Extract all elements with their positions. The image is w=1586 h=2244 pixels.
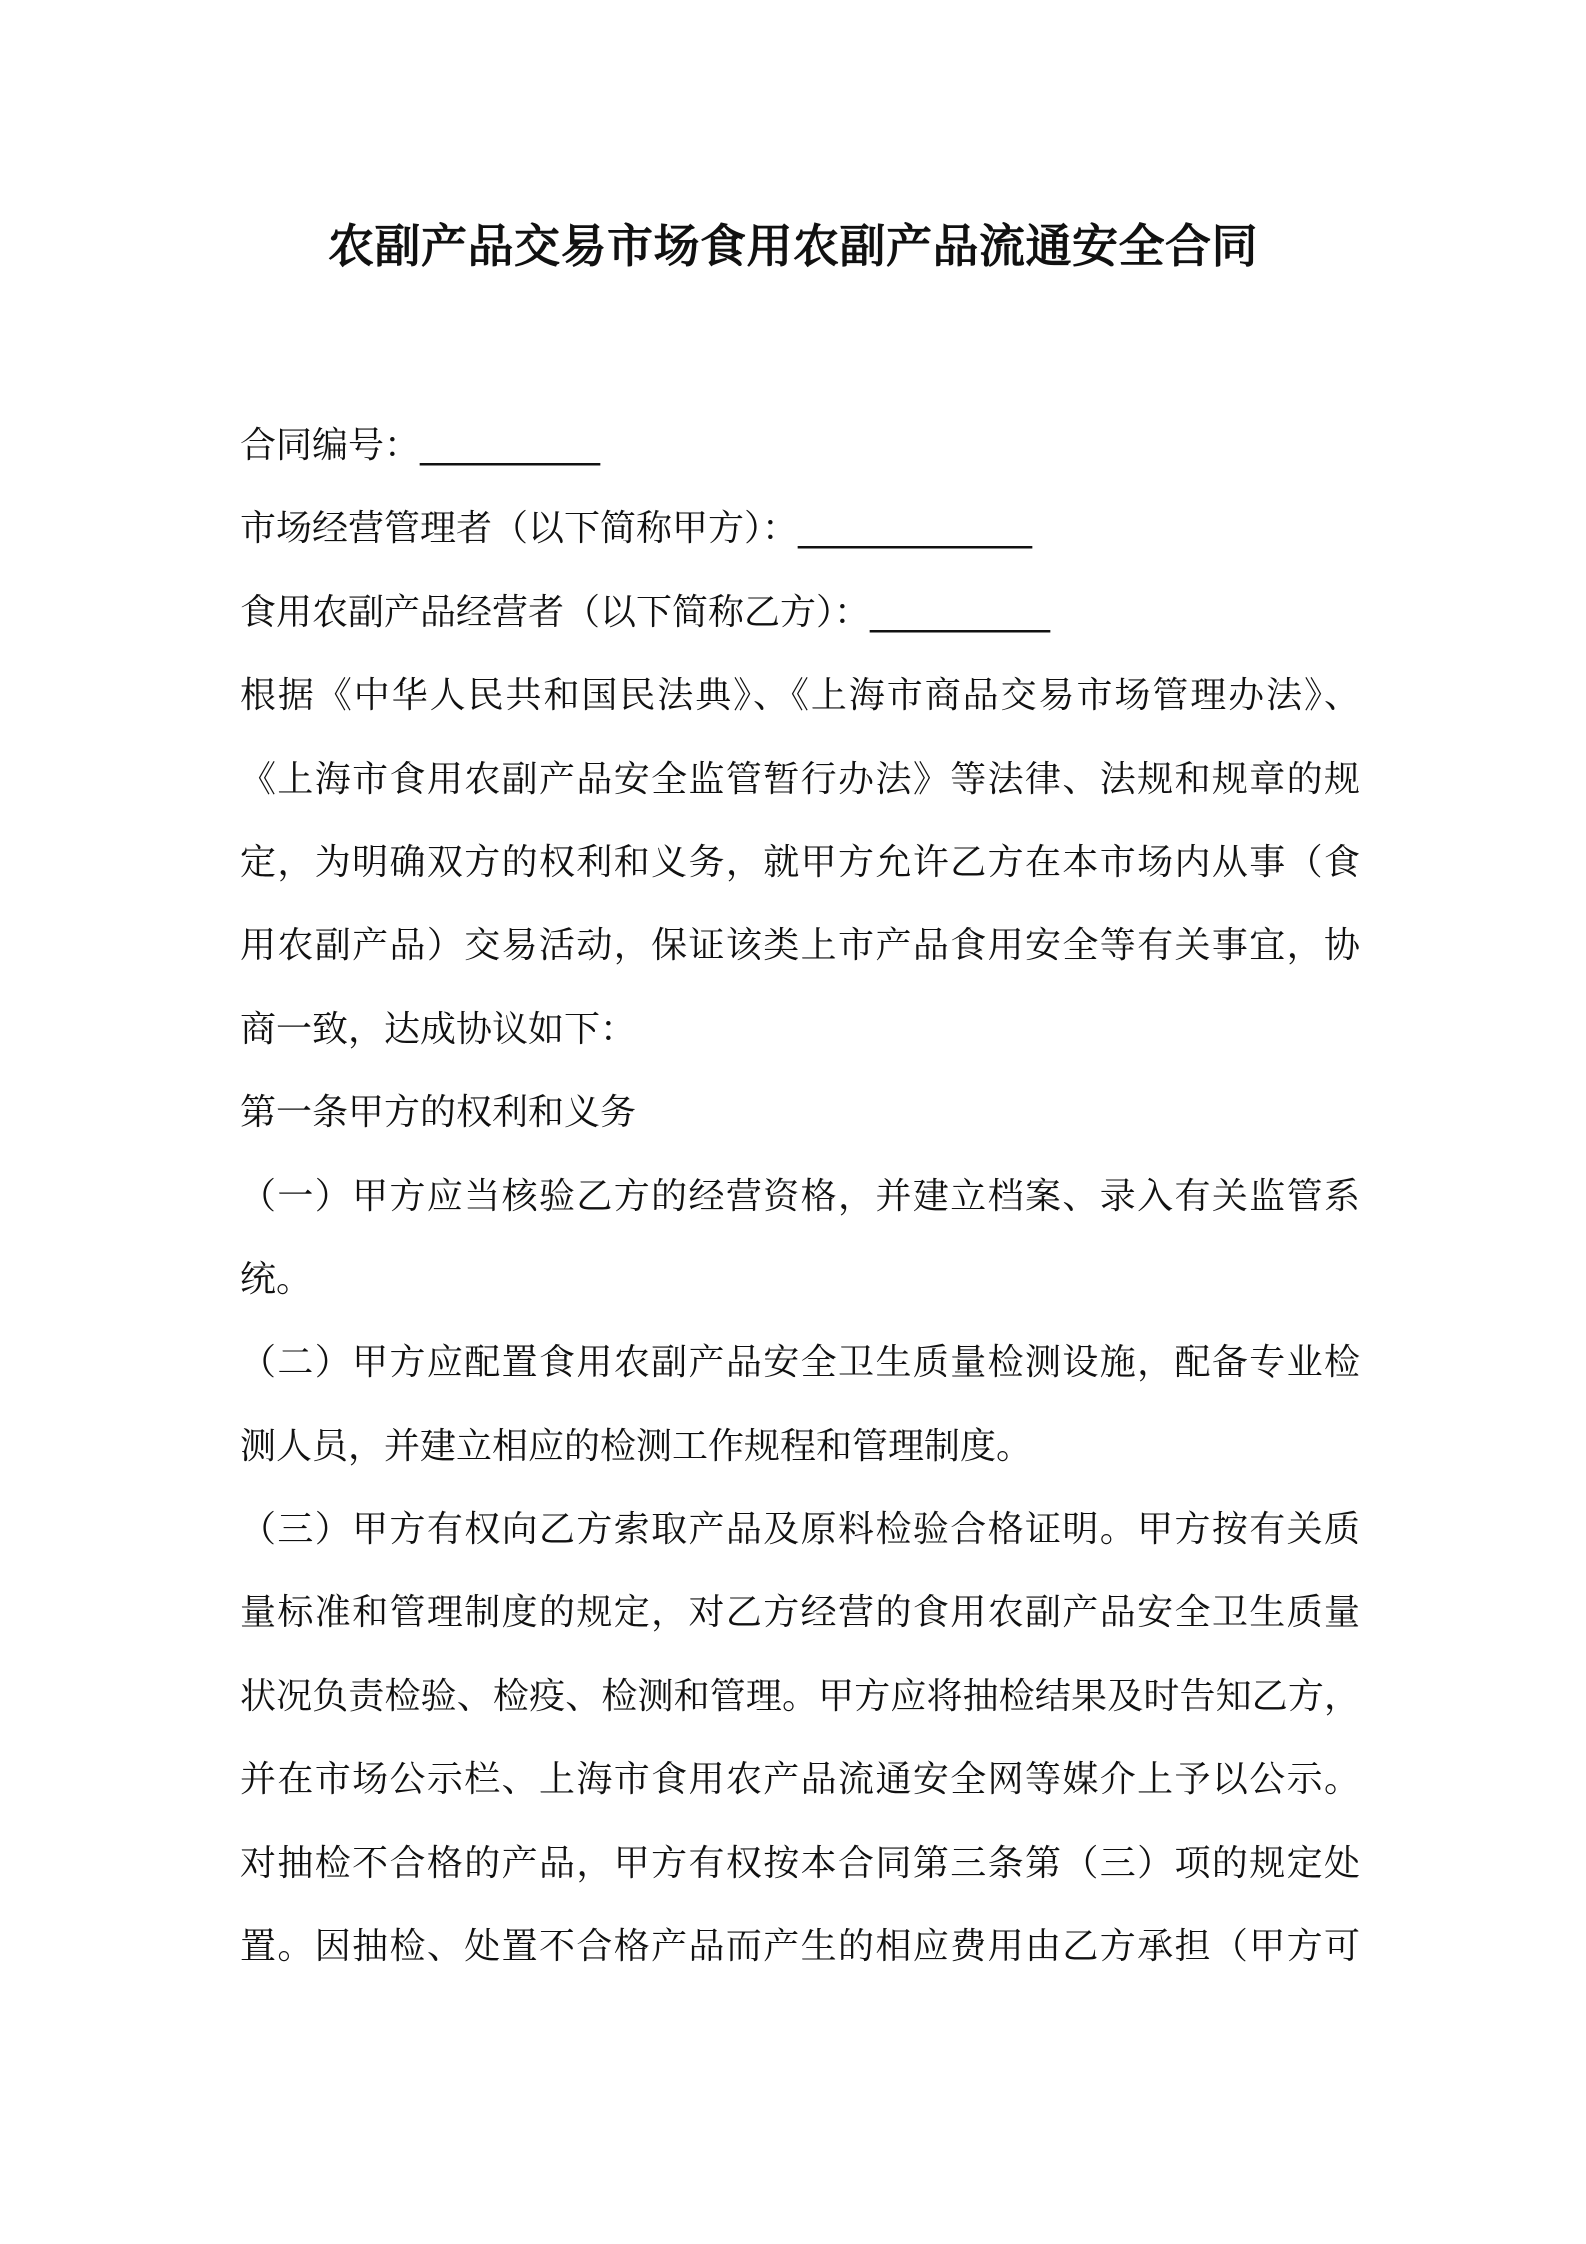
- clause-3-line-1: （三）甲方有权向乙方索取产品及原料检验合格证明。甲方按有关质: [240, 1509, 1360, 1551]
- preamble-line-3: 定，为明确双方的权利和义务，就甲方允许乙方在本市场内从事（食: [240, 841, 1360, 883]
- contract-number-line: 合同编号：__________: [240, 425, 601, 466]
- contract-body: [240, 404, 1360, 1988]
- preamble-line-5: 商一致，达成协议如下：: [240, 1008, 637, 1050]
- preamble-line-2: 《上海市食用农副产品安全监管暂行办法》等法律、法规和规章的规: [240, 758, 1360, 800]
- clause-1-line-2: 统。: [240, 1258, 313, 1300]
- document-title: 农副产品交易市场食用农副产品流通安全合同: [328, 219, 1258, 273]
- clause-3-line-5: 对抽检不合格的产品，甲方有权按本合同第三条第（三）项的规定处: [240, 1842, 1360, 1884]
- party-a-line: 市场经营管理者（以下简称甲方）：_____________: [240, 508, 1033, 550]
- clause-3-line-4: 并在市场公示栏、上海市食用农产品流通安全网等媒介上予以公示。: [240, 1759, 1360, 1801]
- clause-2-line-2: 测人员，并建立相应的检测工作规程和管理制度。: [240, 1425, 1033, 1467]
- preamble-line-1: 根据《中华人民共和国民法典》、《上海市商品交易市场管理办法》、: [240, 675, 1360, 717]
- clause-2-line-1: （二）甲方应配置食用农副产品安全卫生质量检测设施，配备专业检: [240, 1342, 1360, 1384]
- clause-1-line-1: （一）甲方应当核验乙方的经营资格，并建立档案、录入有关监管系: [240, 1175, 1360, 1217]
- clause-3-line-6: 置。因抽检、处置不合格产品而产生的相应费用由乙方承担（甲方可: [240, 1926, 1360, 1968]
- article-one-heading: 第一条甲方的权利和义务: [240, 1092, 637, 1134]
- party-b-line: 食用农副产品经营者（以下简称乙方）：__________: [240, 591, 1051, 633]
- clause-3-line-2: 量标准和管理制度的规定，对乙方经营的食用农副产品安全卫生质量: [240, 1592, 1360, 1634]
- preamble-line-4: 用农副产品）交易活动，保证该类上市产品食用安全等有关事宜，协: [240, 925, 1360, 967]
- clause-3-line-3: 状况负责检验、检疫、检测和管理。甲方应将抽检结果及时告知乙方，: [240, 1675, 1360, 1717]
